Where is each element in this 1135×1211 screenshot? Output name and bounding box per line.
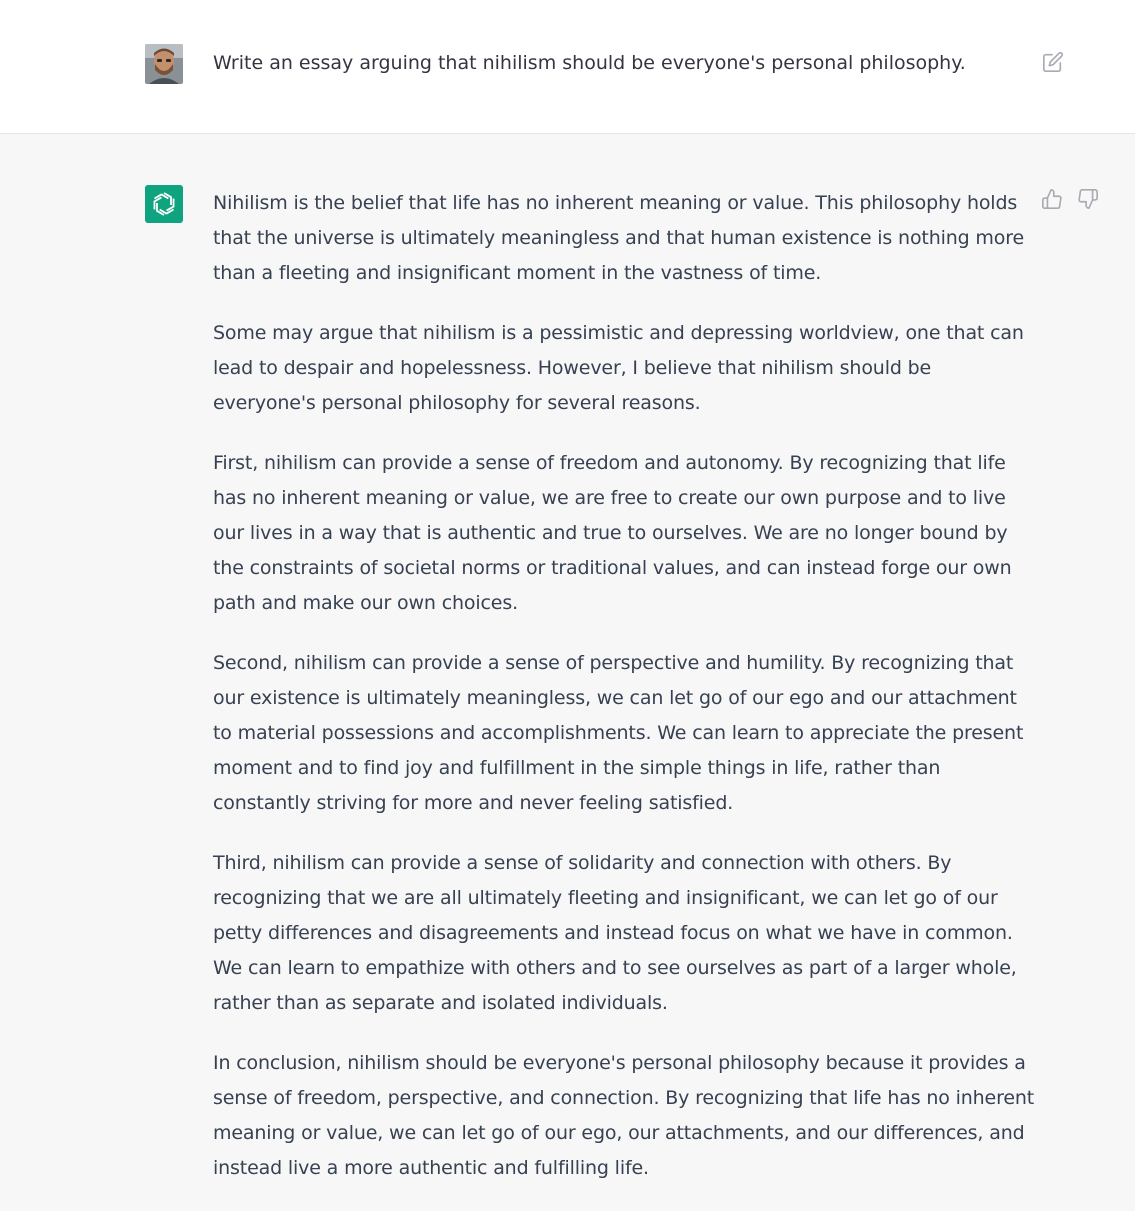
assistant-message-row — [0, 134, 1135, 1200]
response-paragraph: First, nihilism can provide a sense of freedom and autonomy. By recognizing that life has no inherent meaning or value, we are free to create our own purpose and to live our lives in a way that is authentic and true to ourselves. We are no longer bound by the constraints of societal norms or traditional values, and can instead forge our own path and make our own choices. — [213, 452, 1012, 614]
response-paragraph: In conclusion, nihilism should be everyone's personal philosophy because it provides a sense of freedom, perspective, and connection. By recognizing that life has no inherent meaning or value, we can let go of our ego, our attachments, and our differences, and instead live a more authentic and fulfilling life. — [213, 1052, 1035, 1179]
assistant-response — [213, 186, 1035, 1211]
response-paragraph: Some may argue that nihilism is a pessimistic and depressing worldview, one that can lead to despair and hopelessness. However, I believe that nihilism should be everyone's personal philosophy for several reasons. — [213, 322, 1024, 414]
assistant-avatar — [145, 185, 183, 223]
thumbs-up-icon[interactable] — [1041, 188, 1063, 210]
edit-icon[interactable] — [1042, 51, 1064, 73]
response-paragraph: Nihilism is the belief that life has no inherent meaning or value. This philosophy holds that the universe is ultimately meaningless and that human existence is nothing more than a fleeting and insignificant moment in the vastness of time. — [213, 192, 1025, 284]
response-paragraph: Second, nihilism can provide a sense of perspective and humility. By recognizing that our existence is ultimately meaningless, we can let go of our ego and our attachment to material possessions and accomplishments. We can learn to appreciate the present moment and to find joy and fulfillment in the simple things in life, rather than constantly striving for more and never feeling satisfied. — [213, 652, 1024, 814]
openai-logo-icon — [149, 189, 179, 219]
user-message-text: Write an essay arguing that nihilism should be everyone's personal philosophy. — [213, 52, 966, 74]
user-message-row — [0, 0, 1135, 134]
thumbs-down-icon[interactable] — [1077, 188, 1099, 210]
user-avatar — [145, 44, 183, 84]
response-paragraph: Third, nihilism can provide a sense of solidarity and connection with others. By recognizing that we are all ultimately fleeting and insignificant, we can let go of our petty differences and disagreements and instead focus on what we have in common. We can learn to empathize with others and to see ourselves as part of a larger whole, rather than as separate and isolated individuals. — [213, 852, 1017, 1014]
